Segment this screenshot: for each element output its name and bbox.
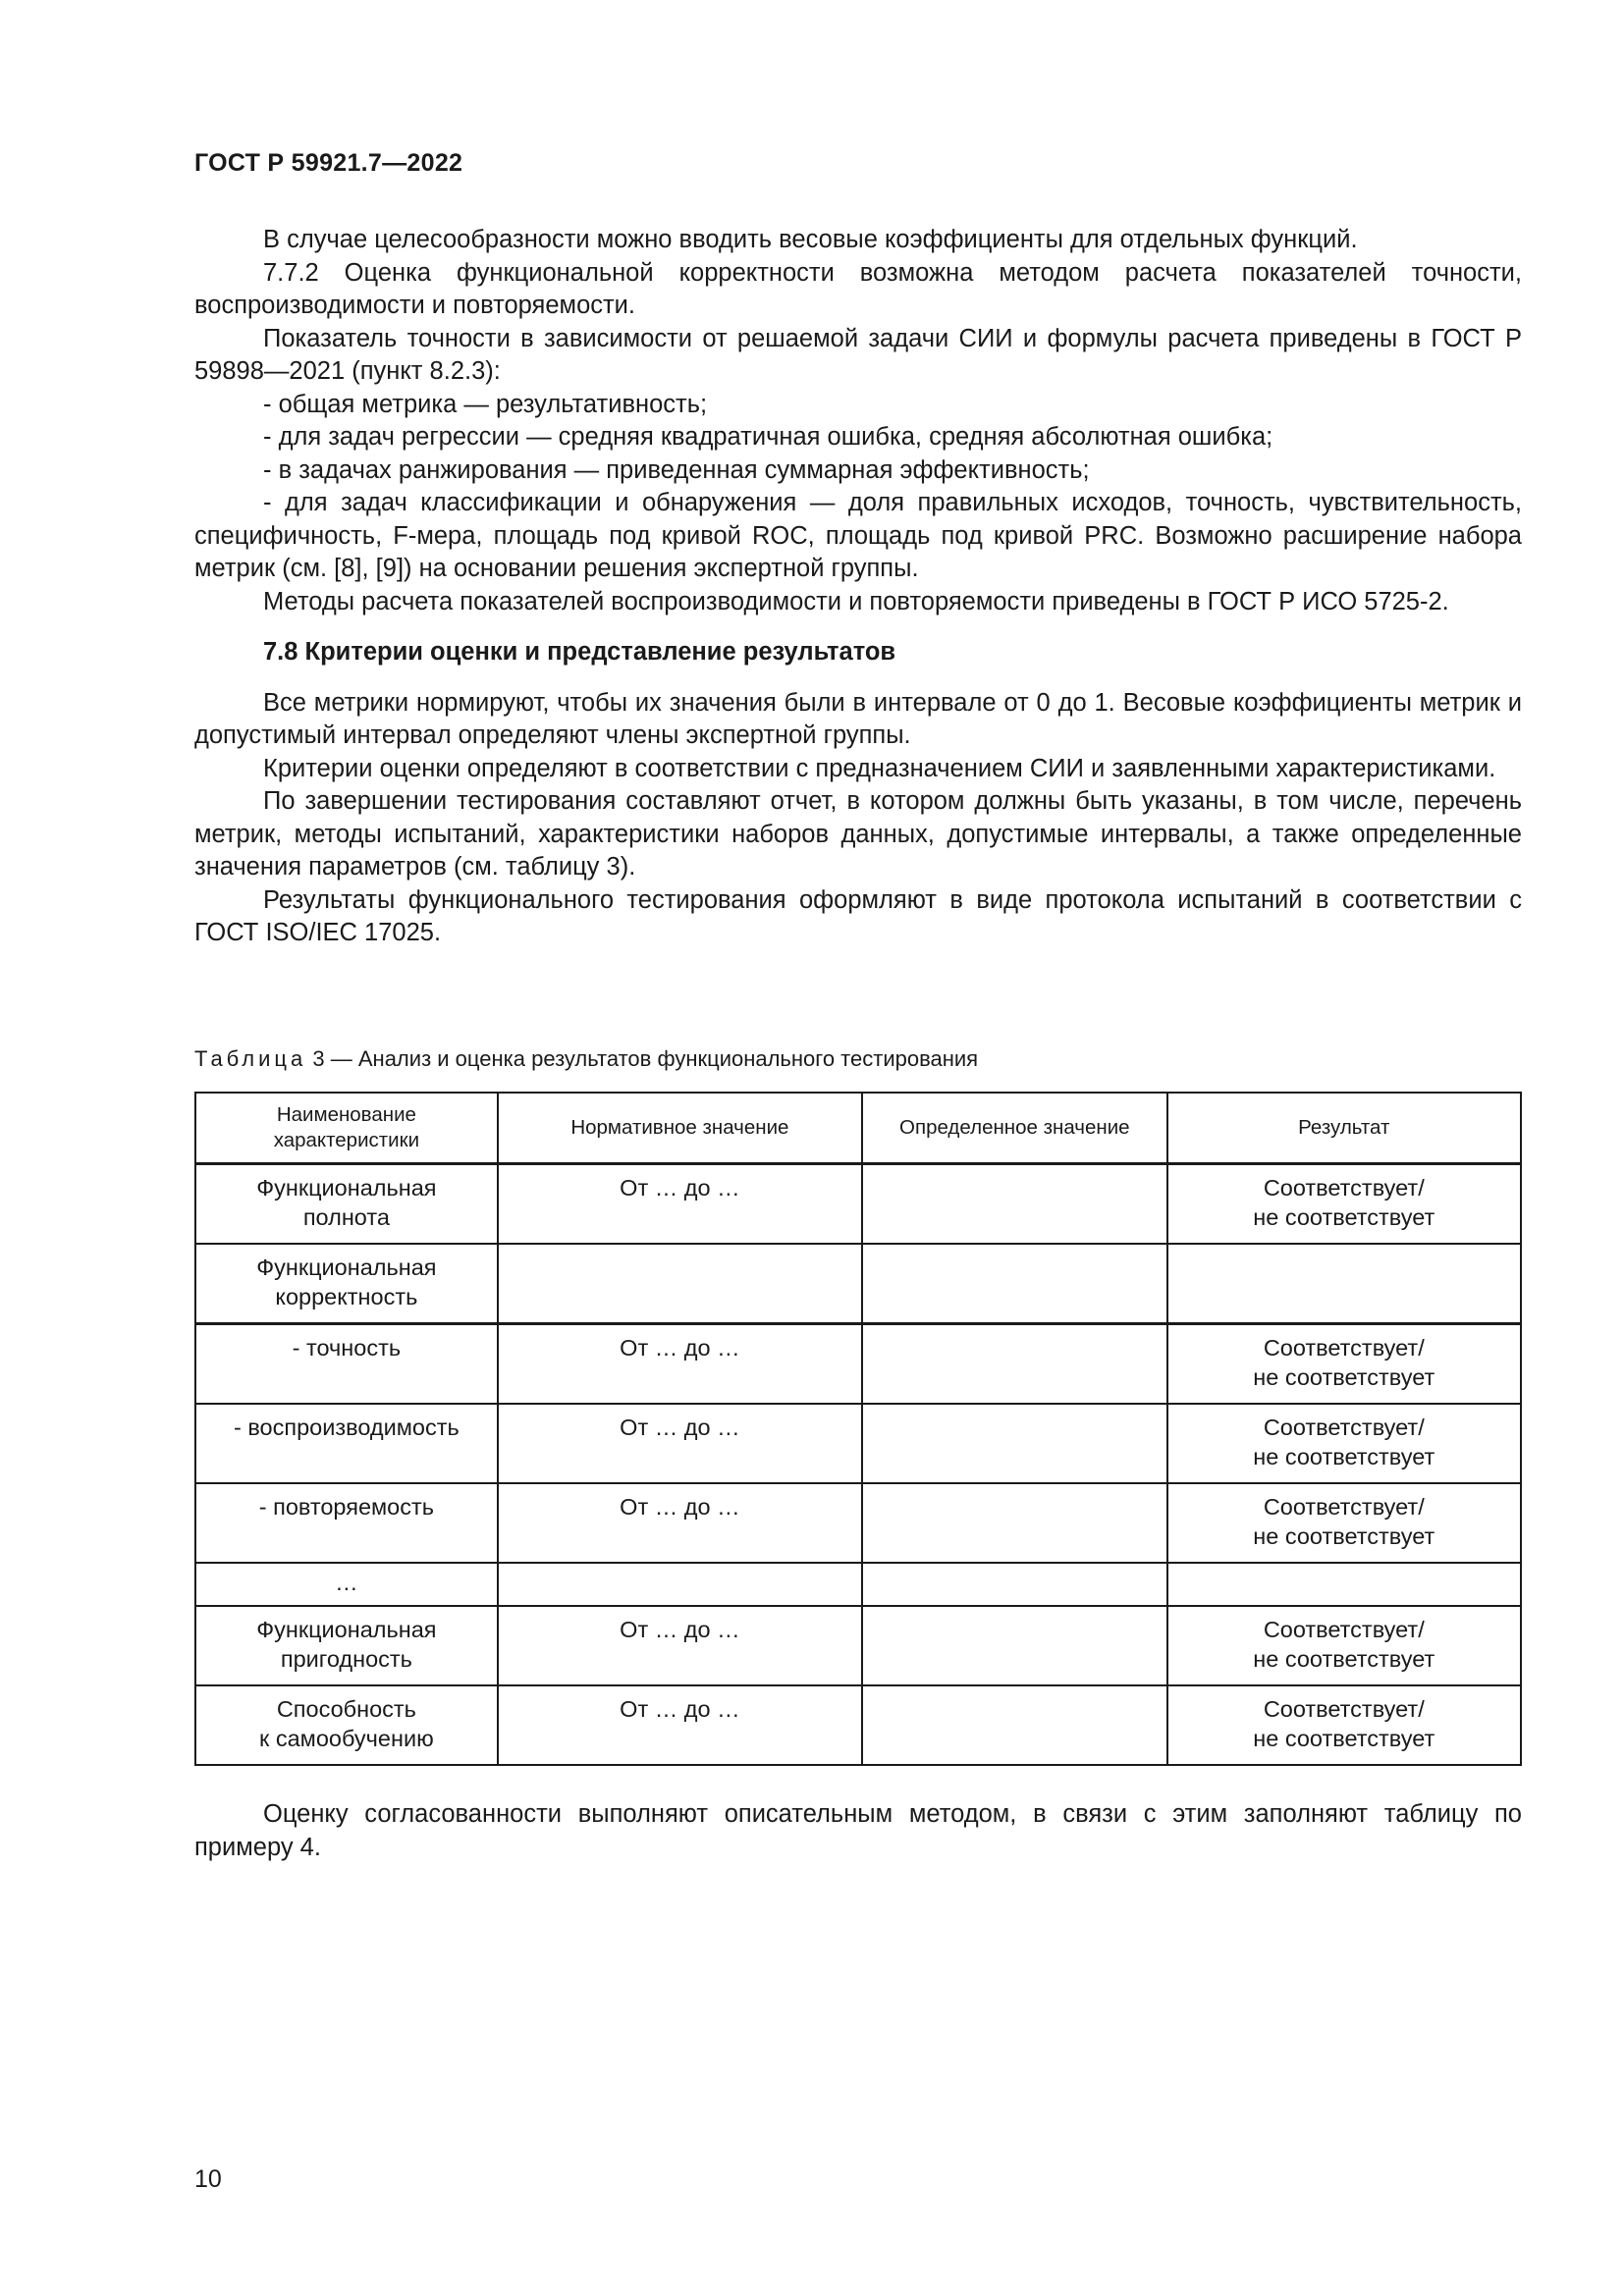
table-row [195,1685,1521,1765]
normative-value-cell: От … до … [498,1324,862,1405]
result-cell: Соответствует/ не соответствует [1167,1404,1521,1483]
characteristic-cell: Функциональная корректность [195,1244,498,1324]
determined-value-cell [862,1483,1167,1563]
document-code-header: ГОСТ Р 59921.7—2022 [194,149,463,177]
table-row [195,1244,1521,1324]
paragraph: В случае целесообразности можно вводить весовые коэффициенты для отдельных функций. [263,226,1358,253]
paragraph: Оценку согласованности выполняют описательным методом, в связи с этим заполняют таблицу по примеру 4. [194,1800,1522,1861]
characteristic-cell: … [195,1563,498,1606]
result-cell: Соответствует/ не соответствует [1167,1164,1521,1245]
paragraph: Все метрики нормируют, чтобы их значения были в интервале от 0 до 1. Весовые коэффициенты метрик и допустимый интервал определяют члены экспертной группы. [194,688,1522,749]
list-item: - для задач регрессии — средняя квадратичная ошибка, средняя абсолютная ошибка; [263,423,1273,451]
column-header: Нормативное значение [498,1093,862,1164]
result-cell: Соответствует/ не соответствует [1167,1483,1521,1563]
paragraph: Показатель точности в зависимости от решаемой задачи СИИ и формулы расчета приведены в ГОСТ Р 59898—2021 (пункт 8.2.3): [194,324,1522,385]
table-caption-number: 3 [312,1046,325,1071]
table-row [195,1606,1521,1685]
normative-value-cell: От … до … [498,1685,862,1765]
results-table [194,1092,1522,1766]
column-header: Результат [1167,1093,1521,1164]
determined-value-cell [862,1164,1167,1245]
section-heading: 7.8 Критерии оценки и представление результатов [263,638,896,666]
column-header: Наименование характеристики [195,1093,498,1164]
normative-value-cell: От … до … [498,1483,862,1563]
result-cell [1167,1244,1521,1324]
determined-value-cell [862,1404,1167,1483]
table-row [195,1404,1521,1483]
body-text [194,224,1522,950]
table-header-row [195,1093,1521,1164]
normative-value-cell: От … до … [498,1606,862,1685]
closing-paragraph-block [194,1798,1522,1864]
determined-value-cell [862,1244,1167,1324]
determined-value-cell [862,1685,1167,1765]
characteristic-cell: Способность к самообучению [195,1685,498,1765]
result-cell: Соответствует/ не соответствует [1167,1685,1521,1765]
paragraph: По завершении тестирования составляют отчет, в котором должны быть указаны, в том числе, перечень метрик, методы испытаний, характеристики наборов данных, допустимые интервалы, а также определенные значения параметров (см. таблицу 3). [194,787,1522,881]
characteristic-cell: Функциональная полнота [195,1164,498,1245]
determined-value-cell [862,1563,1167,1606]
paragraph: Критерии оценки определяют в соответствии с предназначением СИИ и заявленными характеристиками. [263,754,1496,782]
characteristic-cell: - воспроизводимость [195,1404,498,1483]
paragraph: Методы расчета показателей воспроизводимости и повторяемости приведены в ГОСТ Р ИСО 5725-2. [263,587,1449,615]
table-caption-label: Таблица [194,1046,307,1071]
result-cell: Соответствует/ не соответствует [1167,1606,1521,1685]
characteristic-cell: - точность [195,1324,498,1405]
page-number: 10 [194,2165,222,2193]
normative-value-cell: От … до … [498,1404,862,1483]
determined-value-cell [862,1324,1167,1405]
result-cell: Соответствует/ не соответствует [1167,1324,1521,1405]
list-item: - в задачах ранжирования — приведенная суммарная эффективность; [263,455,1090,484]
determined-value-cell [862,1606,1167,1685]
characteristic-cell: Функциональная пригодность [195,1606,498,1685]
table-row [195,1563,1521,1606]
paragraph: 7.7.2 Оценка функциональной корректности возможна методом расчета показателей точности, воспроизводимости и повторяемости. [194,258,1522,319]
normative-value-cell [498,1244,862,1324]
table-caption [194,1046,978,1072]
result-cell [1167,1563,1521,1606]
list-item: - для задач классификации и обнаружения — доля правильных исходов, точность, чувствительность, специфичность, F-мера, площадь под кривой ROC, площадь под кривой PRC. Возможно расширение набора метрик (см. [8], [9]) на основании решения экспертной группы. [194,489,1522,582]
normative-value-cell [498,1563,862,1606]
normative-value-cell: От … до … [498,1164,862,1245]
table-caption-text: — Анализ и оценка результатов функционального тестирования [330,1046,979,1071]
table-row [195,1324,1521,1405]
table-row [195,1164,1521,1245]
table-row [195,1483,1521,1563]
column-header: Определенное значение [862,1093,1167,1164]
characteristic-cell: - повторяемость [195,1483,498,1563]
list-item: - общая метрика — результативность; [263,390,708,418]
paragraph: Результаты функционального тестирования оформляют в виде протокола испытаний в соответствии с ГОСТ ISO/IEC 17025. [194,885,1522,946]
